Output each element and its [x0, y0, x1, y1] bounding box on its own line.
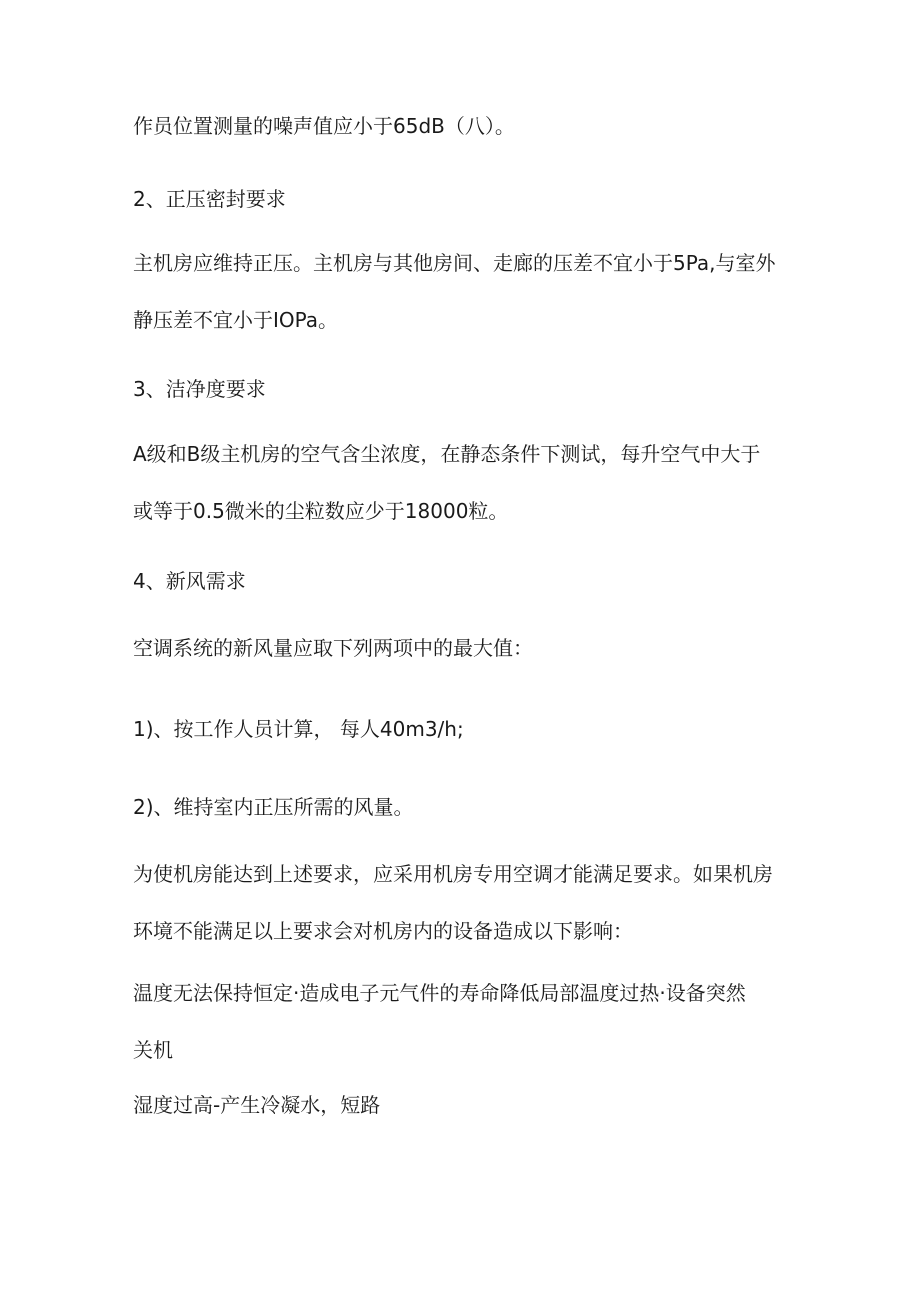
text-line: 4、新风需求	[133, 569, 246, 593]
paragraph-humidity-impact	[133, 1077, 793, 1134]
list-item-pressure-airflow	[133, 779, 793, 836]
text-line: A级和B级主机房的空气含尘浓度，在静态条件下测试，每升空气中大于	[133, 442, 761, 466]
text-line: 3、洁净度要求	[133, 377, 266, 401]
paragraph-cleanliness	[133, 426, 793, 540]
paragraph-positive-pressure	[133, 235, 793, 349]
text-line: 1)、按工作人员计算， 每人40m3/h;	[133, 717, 464, 741]
list-item-staff	[133, 701, 793, 758]
text-line: 湿度过高-产生冷凝水，短路	[133, 1093, 381, 1117]
text-line: 2)、维持室内正压所需的风量。	[133, 795, 414, 819]
heading-fresh-air	[133, 553, 793, 610]
text-line: 空调系统的新风量应取下列两项中的最大值：	[133, 636, 533, 660]
text-line: 环境不能满足以上要求会对机房内的设备造成以下影响：	[133, 919, 633, 943]
heading-positive-pressure	[133, 171, 793, 228]
text-line: 静压差不宜小于IOPa。	[133, 308, 339, 332]
paragraph-precision-ac	[133, 846, 793, 960]
text-line: 温度无法保持恒定·造成电子元气件的寿命降低局部温度过热·设备突然	[133, 981, 746, 1005]
paragraph-fresh-air-intro	[133, 620, 793, 677]
text-line: 2、正压密封要求	[133, 187, 286, 211]
text-line: 关机	[133, 1038, 173, 1062]
text-line: 主机房应维持正压。主机房与其他房间、走廊的压差不宜小于5Pa,与室外	[133, 251, 776, 275]
heading-cleanliness	[133, 361, 793, 418]
text-line: 为使机房能达到上述要求，应采用机房专用空调才能满足要求。如果机房	[133, 862, 773, 886]
text-line: 或等于0.5微米的尘粒数应少于18000粒。	[133, 499, 509, 523]
paragraph-noise-limit	[133, 98, 793, 155]
text-line: 作员位置测量的噪声值应小于65dB（八）。	[133, 114, 515, 138]
paragraph-temperature-impact	[133, 965, 793, 1079]
